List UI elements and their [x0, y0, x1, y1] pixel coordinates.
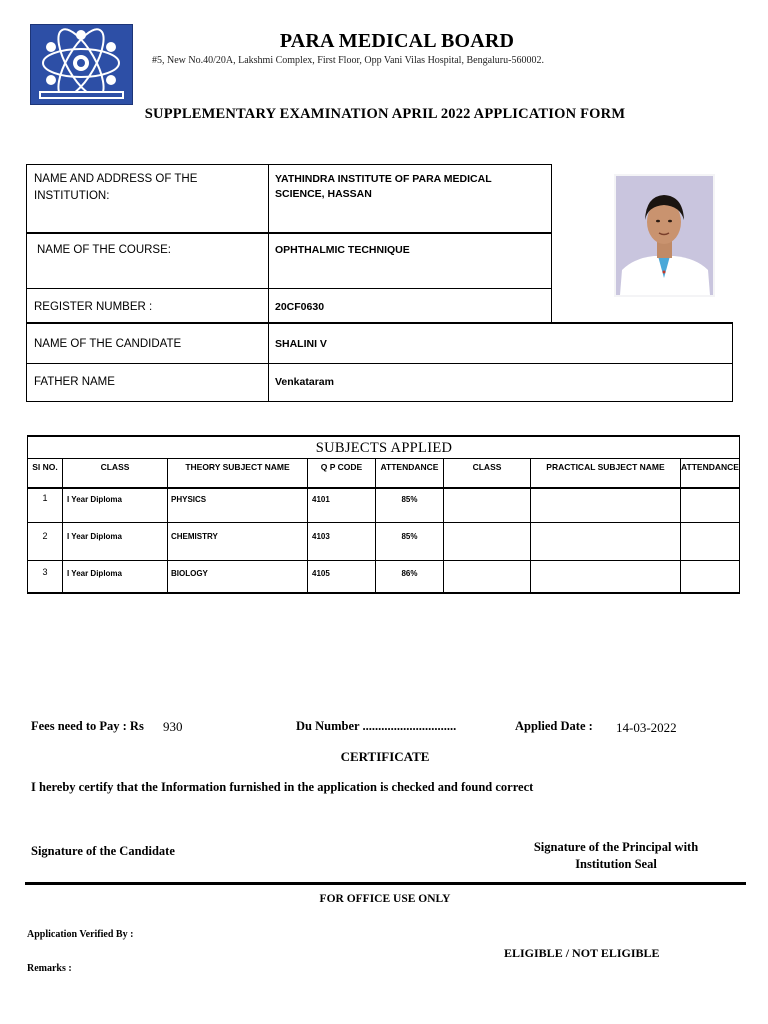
verified-by-label: Application Verified By : [27, 929, 134, 940]
row-qp-code: 4103 [312, 532, 330, 541]
board-address: #5, New No.40/20A, Lakshmi Complex, First Floor, Opp Vani Vilas Hospital, Bengaluru-560002. [152, 55, 544, 66]
register-value: 20CF0630 [275, 301, 325, 313]
institution-label: NAME AND ADDRESS OF THE INSTITUTION: [34, 173, 198, 202]
row-subject: PHYSICS [171, 495, 207, 504]
header-class: CLASS [100, 462, 130, 472]
header-practical-attendance: ATTENDANCE [681, 462, 739, 472]
form-title: SUPPLEMENTARY EXAMINATION APRIL 2022 APPLICATION FORM [144, 106, 626, 122]
candidate-photo-image [614, 174, 715, 297]
row-sl: 2 [42, 531, 48, 541]
row-attendance: 85% [401, 495, 418, 504]
principal-signature-label-line1: Signature of the Principal with [533, 840, 699, 854]
principal-signature-label-line2: Institution Seal [575, 857, 657, 871]
board-title: PARA MEDICAL BOARD [279, 30, 515, 52]
row-attendance: 85% [401, 532, 418, 541]
row-class: I Year Diploma [67, 569, 122, 578]
office-use-title: FOR OFFICE USE ONLY [319, 893, 451, 905]
fees-value: 930 [163, 719, 183, 734]
header-sl-no: Sl NO. [32, 462, 58, 472]
certificate-title: CERTIFICATE [340, 749, 430, 764]
fees-label: Fees need to Pay : Rs [31, 719, 144, 733]
header-practical-subject: PRACTICAL SUBJECT NAME [546, 462, 665, 472]
candidate-photo [614, 174, 715, 297]
register-label: REGISTER NUMBER : [34, 301, 153, 313]
header-theory-subject: THEORY SUBJECT NAME [185, 462, 290, 472]
subjects-title: SUBJECTS APPLIED [315, 440, 453, 456]
header-practical-class: CLASS [472, 462, 502, 472]
course-label: NAME OF THE COURSE: [37, 244, 171, 256]
certificate-text: I hereby certify that the Information furnished in the application is checked and found correct [31, 780, 534, 794]
row-sl: 1 [42, 493, 48, 503]
applied-date-label: Applied Date : [515, 719, 593, 733]
candidate-value: SHALINI V [275, 338, 327, 350]
applied-date-value: 14-03-2022 [616, 720, 677, 735]
father-value: Venkataram [275, 376, 334, 388]
row-attendance: 86% [401, 569, 418, 578]
candidate-label: NAME OF THE CANDIDATE [34, 338, 182, 350]
father-label: FATHER NAME [34, 376, 115, 388]
row-class: I Year Diploma [67, 532, 122, 541]
header-qp-code: Q P CODE [320, 462, 363, 472]
divider [25, 882, 746, 885]
row-subject: CHEMISTRY [171, 532, 218, 541]
row-sl: 3 [42, 567, 48, 577]
course-value: OPHTHALMIC TECHNIQUE [275, 244, 410, 256]
du-number-label: Du Number .............................. [296, 719, 457, 733]
candidate-signature-label: Signature of the Candidate [31, 844, 175, 858]
eligibility-status: ELIGIBLE / NOT ELIGIBLE [504, 946, 660, 960]
header-attendance: ATTENDANCE [380, 462, 439, 472]
row-qp-code: 4105 [312, 569, 330, 578]
row-qp-code: 4101 [312, 495, 330, 504]
institution-value: YATHINDRA INSTITUTE OF PARA MEDICAL SCIENCE, HASSAN [275, 173, 492, 200]
row-class: I Year Diploma [67, 495, 122, 504]
row-subject: BIOLOGY [171, 569, 208, 578]
remarks-label: Remarks : [27, 963, 72, 974]
